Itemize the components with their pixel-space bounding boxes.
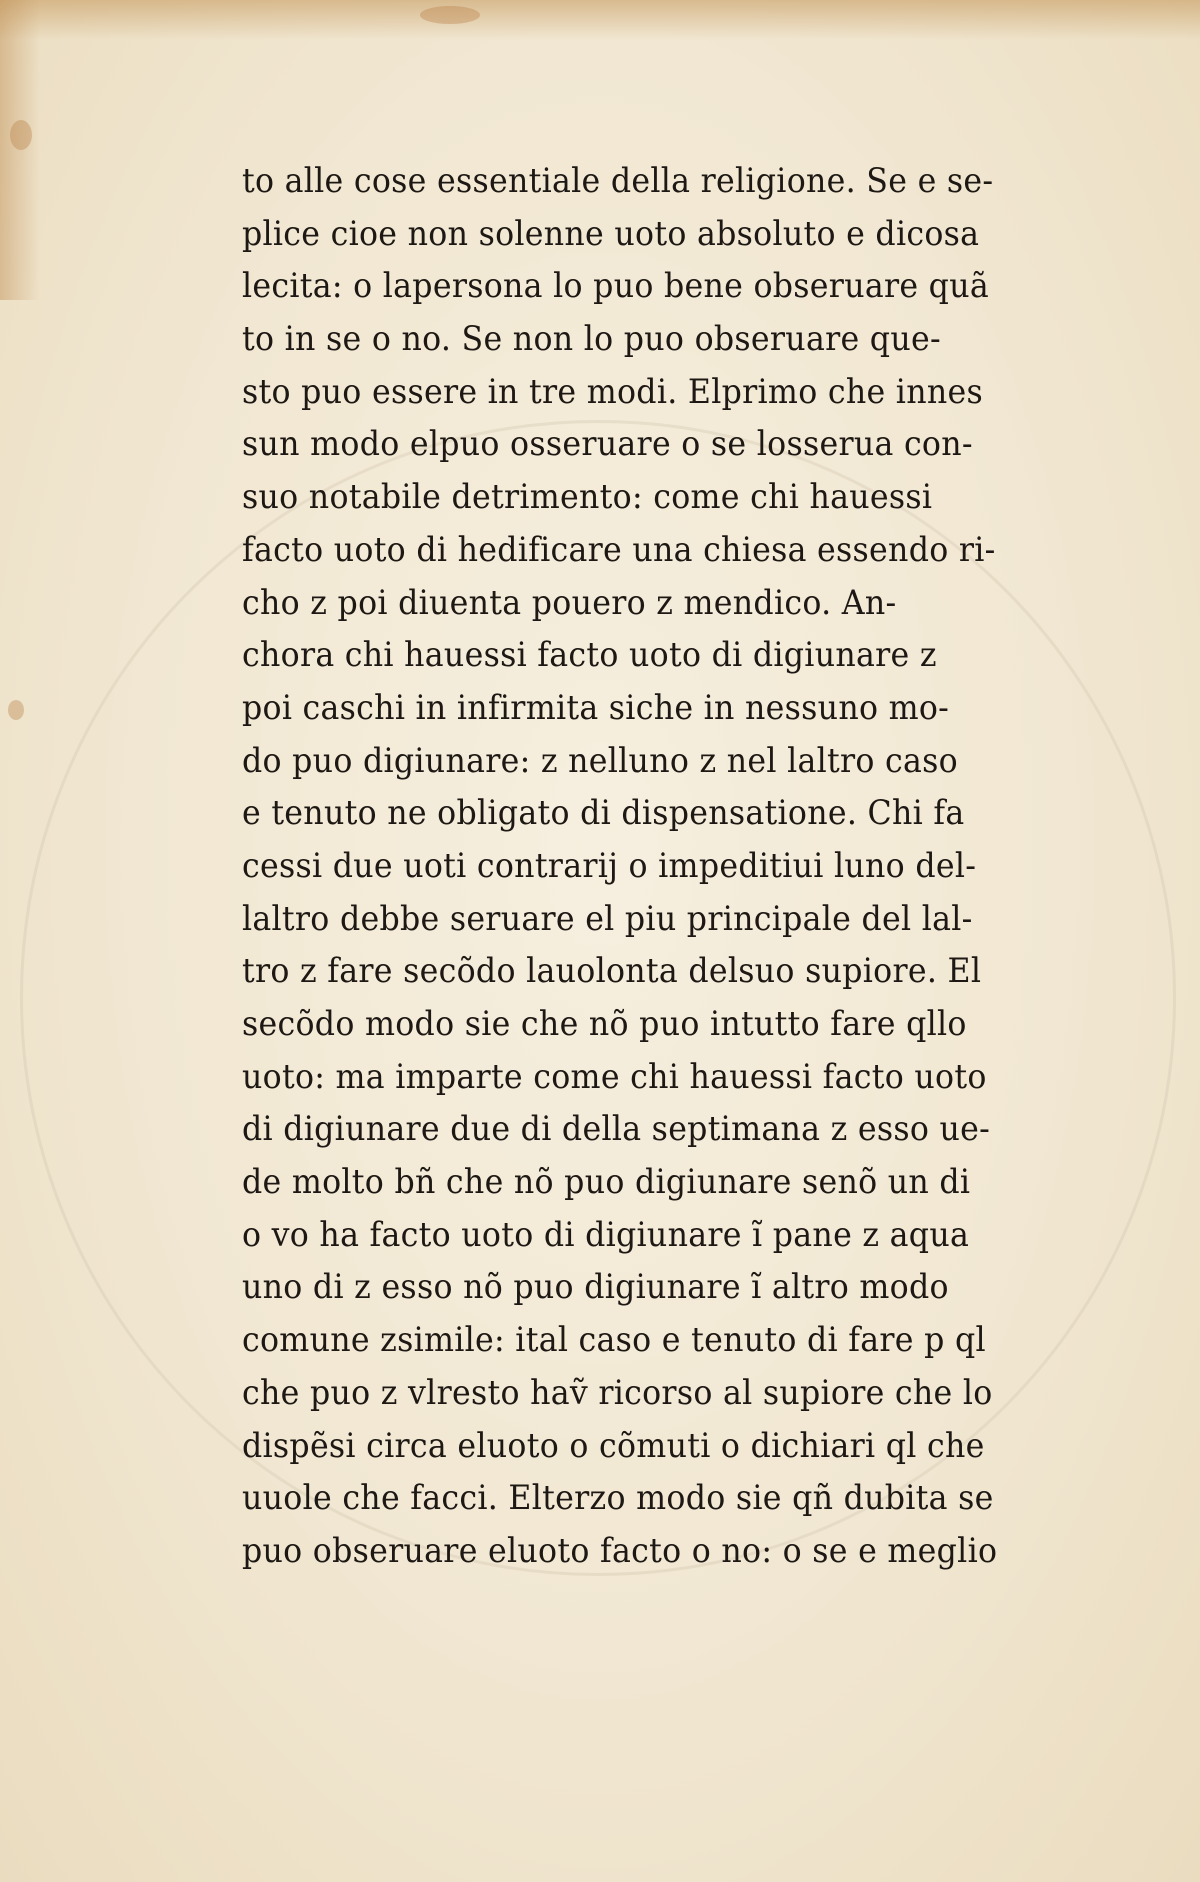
text-line: e tenuto ne obligato di dispensatione. Chi fa	[242, 793, 965, 834]
text-line: uuole che facci. Elterzo modo sie qñ dubita se	[242, 1478, 994, 1519]
text-line: lecita: o lapersona lo puo bene obseruare quã	[242, 266, 989, 307]
text-line: uoto: ma imparte come chi hauessi facto uoto	[242, 1056, 987, 1097]
text-line: di digiunare due di della septimana z esso ue-	[242, 1109, 991, 1150]
text-line: cho z poi diuenta pouero z mendico. An-	[242, 582, 897, 623]
text-line: secõdo modo sie che nõ puo intutto fare qllo	[242, 1004, 967, 1044]
text-line: uno di z esso nõ puo digiunare ĩ altro modo	[242, 1267, 949, 1308]
text-line: to alle cose essentiale della religione. Se e se-	[242, 161, 994, 201]
foxing-spot	[420, 6, 480, 24]
text-line: comune zsimile: ital caso e tenuto di fare p ql	[242, 1320, 986, 1361]
top-edge-stain	[0, 0, 1200, 40]
text-block	[242, 155, 1072, 1578]
text-line: to in se o no. Se non lo puo obseruare que-	[242, 319, 941, 360]
text-line: facto uoto di hedificare una chiesa essendo ri-	[242, 529, 996, 570]
text-line: suo notabile detrimento: come chi hauessi	[242, 477, 933, 518]
text-line: dispẽsi circa eluoto o cõmuti o dichiari ql che	[242, 1425, 985, 1466]
text-line: sto puo essere in tre modi. Elprimo che innes	[242, 371, 983, 412]
text-line: cessi due uoti contrarij o impeditiui luno del-	[242, 845, 977, 886]
text-line: do puo digiunare: z nelluno z nel laltro caso	[242, 740, 958, 781]
text-line: de molto bñ che nõ puo digiunare senõ un di	[242, 1162, 971, 1203]
text-line: che puo z vlresto haṽ ricorso al supiore che lo	[242, 1372, 993, 1413]
text-line: poi caschi in infirmita siche in nessuno mo-	[242, 687, 950, 728]
text-line: o vo ha facto uoto di digiunare ĩ pane z aqua	[242, 1214, 970, 1255]
left-edge-stain	[0, 0, 40, 300]
foxing-spot	[10, 120, 32, 150]
text-line: chora chi hauessi facto uoto di digiunare z	[242, 635, 937, 676]
text-line: laltro debbe seruare el piu principale del lal-	[242, 898, 973, 939]
foxing-spot	[8, 700, 24, 720]
text-line: tro z fare secõdo lauolonta delsuo supiore. El	[242, 951, 982, 992]
text-line: plice cioe non solenne uoto absoluto e dicosa	[242, 213, 980, 254]
text-line: sun modo elpuo osseruare o se losserua con-	[242, 424, 973, 465]
text-line: puo obseruare eluoto facto o no: o se e meglio	[242, 1530, 998, 1571]
